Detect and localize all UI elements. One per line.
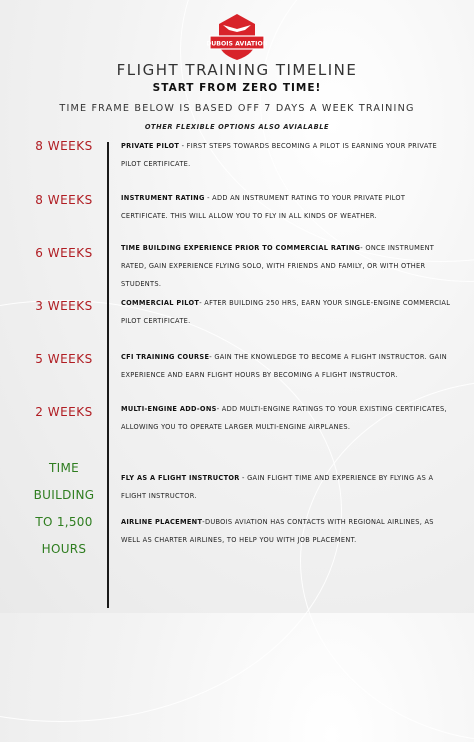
timeline-entry-cfi-course (121, 348, 451, 384)
logo-text: DUBOIS AVIATION (207, 40, 267, 48)
timeline-entry-airline-placement (121, 513, 451, 549)
entry-title: PRIVATE PILOT (121, 142, 180, 150)
duration-commercial-pilot: 3 WEEKS (35, 299, 93, 313)
entry-description: - ADD AN INSTRUMENT RATING TO YOUR PRIVATE PILOT CERTIFICATE. THIS WILL ALLOW YOU TO FLY IN ALL KINDS OF WEATHER. (121, 194, 406, 220)
entry-description: - ADD MULTI-ENGINE RATINGS TO YOUR EXISTING CERTIFICATES, ALLOWING YOU TO OPERATE LARGER MULTI-ENGINE AIRPLANES. (121, 405, 447, 431)
entry-description: -DUBOIS AVIATION HAS CONTACTS WITH REGIONAL AIRLINES, AS WELL AS CHARTER AIRLINES, TO HELP YOU WITH JOB PLACEMENT. (121, 518, 434, 544)
dubois-aviation-logo (207, 12, 267, 62)
duration-instrument-rating: 8 WEEKS (35, 193, 93, 207)
timeline-entry-private-pilot (121, 137, 451, 173)
entry-title: TIME BUILDING EXPERIENCE PRIOR TO COMMERCIAL RATING (121, 244, 361, 252)
timeline-entry-time-building (121, 239, 451, 293)
entry-title: AIRLINE PLACEMENT (121, 518, 203, 526)
entry-title: INSTRUMENT RATING (121, 194, 205, 202)
entry-description: - FIRST STEPS TOWARDS BECOMING A PILOT IS EARNING YOUR PRIVATE PILOT CERTIFICATE. (121, 142, 437, 168)
entry-title: COMMERCIAL PILOT (121, 299, 200, 307)
entry-title: CFI TRAINING COURSE (121, 353, 210, 361)
timeline-entry-flight-instructor (121, 469, 451, 505)
time-building-label (20, 455, 108, 563)
duration-private-pilot: 8 WEEKS (35, 139, 93, 153)
entry-description: - GAIN FLIGHT TIME AND EXPERIENCE BY FLYING AS A FLIGHT INSTRUCTOR. (121, 474, 434, 500)
entry-description: - ONCE INSTRUMENT RATED, GAIN EXPERIENCE FLYING SOLO, WITH FRIENDS AND FAMILY, OR WITH OTHER STUDENTS. (121, 244, 435, 288)
entry-title: MULTI-ENGINE ADD-ONS (121, 405, 217, 413)
page-subtitle: START FROM ZERO TIME! (152, 82, 322, 94)
duration-multi-engine: 2 WEEKS (35, 405, 93, 419)
time-building-line: TO 1,500 (35, 515, 93, 529)
timeframe-note: TIME FRAME BELOW IS BASED OFF 7 DAYS A WEEK TRAINING (59, 103, 415, 114)
timeline-entry-multi-engine (121, 400, 451, 436)
timeline-entry-commercial-pilot (121, 294, 451, 330)
time-building-line: BUILDING (33, 488, 95, 502)
time-building-line: TIME (48, 461, 79, 475)
time-building-line: HOURS (41, 542, 87, 556)
options-note: OTHER FLEXIBLE OPTIONS ALSO AVIALABLE (144, 123, 330, 131)
page-title: FLIGHT TRAINING TIMELINE (116, 61, 358, 79)
entry-title: FLY AS A FLIGHT INSTRUCTOR (121, 474, 240, 482)
duration-time-building: 6 WEEKS (35, 246, 93, 260)
timeline-entry-instrument-rating (121, 189, 451, 225)
duration-cfi-course: 5 WEEKS (35, 352, 93, 366)
entry-description: - GAIN THE KNOWLEDGE TO BECOME A FLIGHT INSTRUCTOR. GAIN EXPERIENCE AND EARN FLIGHT HOURS BY BECOMING A FLIGHT INSTRUCTOR. (121, 353, 447, 379)
entry-description: - AFTER BUILDING 250 HRS, EARN YOUR SINGLE-ENGINE COMMERCIAL PILOT CERTIFICATE. (121, 299, 451, 325)
